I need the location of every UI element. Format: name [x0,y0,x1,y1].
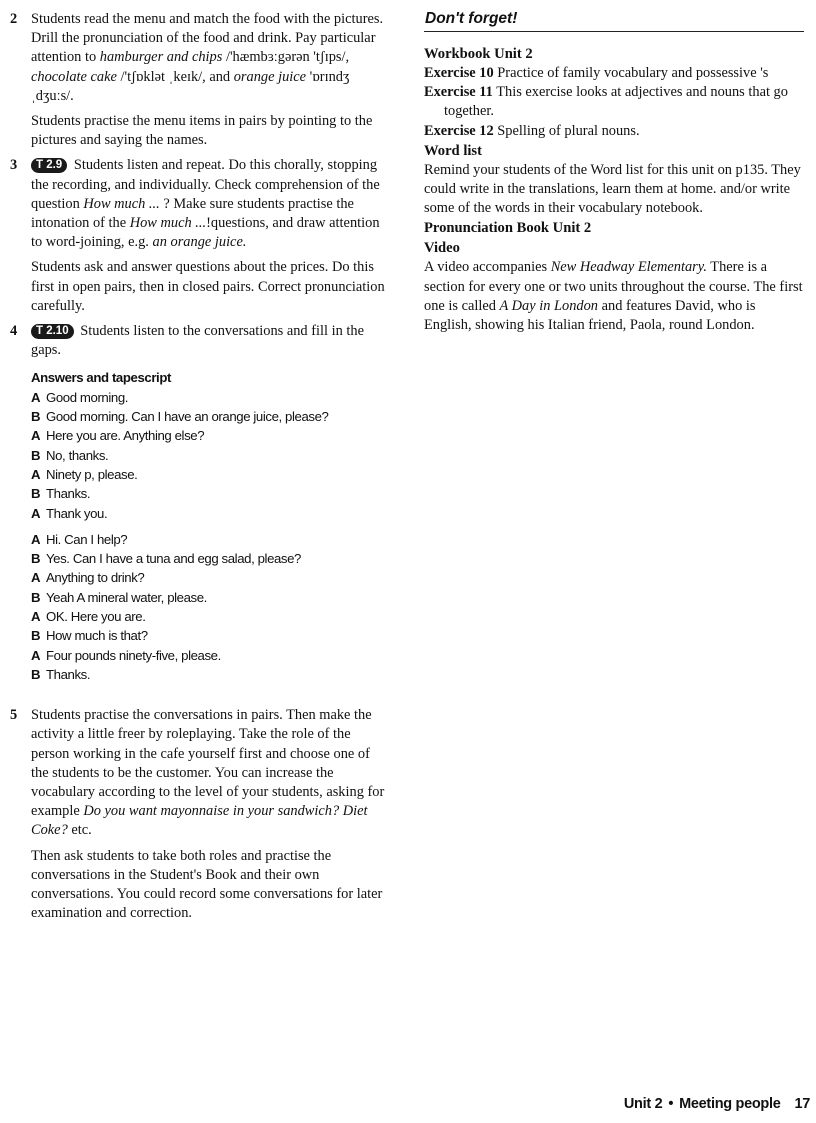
audio-track-badge: T 2.10 [31,324,74,339]
exercise-12: Exercise 12 Spelling of plural nouns. [424,122,640,139]
item-number: 4 [10,323,18,340]
item-3 [10,156,388,316]
dont-forget-heading: Don't forget! [424,10,804,32]
dialog-line [31,407,388,426]
speaker-label: A [31,466,41,482]
dialog-text: How much is that? [46,628,148,644]
speaker-label: A [31,389,41,405]
dialog-text: Four pounds ninety-five, please. [46,647,221,663]
speaker-label: B [31,551,41,567]
dialog-line [31,446,388,465]
dialog-line [31,568,388,587]
dialog-text: No, thanks. [46,447,109,463]
speaker-label: A [31,505,41,521]
dialog-line [31,388,388,407]
item-5-paragraph-1: Students practise the conversations in pairs. Then make the activity a little freer by roleplaying. Take the role of the person working in the cafe yourself first and choose one of the students to be the customer. You can increase the vocabulary according to the level of your students, asking for example Do you want mayonnaise in your sandwich? Diet Coke? etc. [31,707,385,839]
item-number: 5 [10,707,18,724]
dialog-text: Anything to drink? [46,570,145,586]
right-column [424,10,804,335]
speaker-label: B [31,628,41,644]
answers-tapescript [31,368,388,684]
dialog-text: Thank you. [46,505,108,521]
dialog-text: Hi. Can I help? [46,531,128,547]
video-title: Video [424,240,460,257]
footer-title: Meeting people [679,1096,781,1112]
dialog-line [31,665,388,684]
dialog-text: Here you are. Anything else? [46,428,205,444]
word-list-title: Word list [424,142,482,159]
item-5-paragraph-2: Then ask students to take both roles and practise the conversations in the Student's Book and their own conversations. You could record some conversations for later examination and correction. [31,847,383,922]
speaker-label: B [31,486,41,502]
workbook-title: Workbook Unit 2 [424,46,533,62]
speaker-label: A [31,570,41,586]
dialog-line [31,484,388,503]
speaker-label: A [31,428,41,444]
speaker-label: B [31,447,41,463]
dialog-line [31,504,388,523]
item-3-paragraph-1: T 2.9 Students listen and repeat. Do this chorally, stopping the recording, and individually. Check comprehension of the question How much ... ? Make sure students practise the intonation of the How much ...!questions, and draw attention to word-joining, e.g. an orange juice. [31,157,380,251]
dialog-text: Good morning. [46,389,129,405]
item-3-paragraph-2: Students ask and answer questions about the prices. Do this first in open pairs, then in closed pairs. Correct pronunciation carefully. [31,259,385,314]
exercise-10: Exercise 10 Practice of family vocabulary and possessive 's [424,65,769,81]
dialog-line [31,626,388,645]
item-2-paragraph-2: Students practise the menu items in pairs by pointing to the pictures and saying the names. [31,113,373,149]
item-number: 2 [10,11,18,27]
speaker-label: B [31,666,41,682]
footer-separator: • [668,1096,674,1112]
dialog-text: Thanks. [46,666,91,682]
item-4-paragraph: T 2.10 Students listen to the conversations and fill in the gaps. [31,323,364,359]
exercise-11: Exercise 11 This exercise looks at adjectives and nouns that go together. [424,84,788,120]
dialog-text: Yeah A mineral water, please. [46,589,207,605]
speaker-label: A [31,531,41,547]
dialog-line [31,646,388,665]
footer-unit: Unit 2 [623,1096,663,1112]
dialog-text: Yes. Can I have a tuna and egg salad, please? [46,551,301,567]
item-number: 3 [10,157,18,174]
dialog-text: Thanks. [46,486,91,502]
dialog-line [31,530,388,549]
left-column [10,10,388,929]
page-footer [624,1096,810,1112]
speaker-label: A [31,609,41,625]
dont-forget-section [424,44,804,335]
speaker-label: B [31,589,41,605]
dialog-line [31,549,388,568]
item-5 [10,706,388,923]
page-number: 17 [794,1096,810,1112]
item-2 [10,10,388,150]
audio-track-badge: T 2.9 [31,158,67,173]
dialog-line [31,588,388,607]
speaker-label: B [31,409,41,425]
item-4 [10,322,388,684]
item-2-paragraph-1: Students read the menu and match the food with the pictures. Drill the pronunciation of the food and drink. Pay particular attention to hamburger and chips /'hæmbɜːgərən 'tʃɪps/, chocolate cake /'tʃɒklət ˌkeɪk/, and orange juice 'ɒrɪndʒ ˌdʒuːs/. [31,11,384,104]
video-text: A video accompanies New Headway Elementary. There is a section for every one or two units throughout the course. The first one is called A Day in London and features David, who is English, showing his Italian friend, Paola, round London. [424,259,803,334]
dialog-line [31,607,388,626]
word-list-text: Remind your students of the Word list for this unit on p135. They could write in the translations, learn them at home. and/or write some of the words in their vocabulary notebook. [424,161,801,217]
pronunciation-book-title: Pronunciation Book Unit 2 [424,220,592,237]
dialog-2 [31,530,388,684]
dialog-1 [31,388,388,523]
dialog-line [31,465,388,484]
speaker-label: A [31,647,41,663]
dialog-text: OK. Here you are. [46,609,146,625]
answers-heading: Answers and tapescript [31,370,171,386]
dialog-text: Good morning. Can I have an orange juice, please? [46,409,329,425]
dialog-text: Ninety p, please. [46,466,138,482]
dialog-line [31,426,388,445]
